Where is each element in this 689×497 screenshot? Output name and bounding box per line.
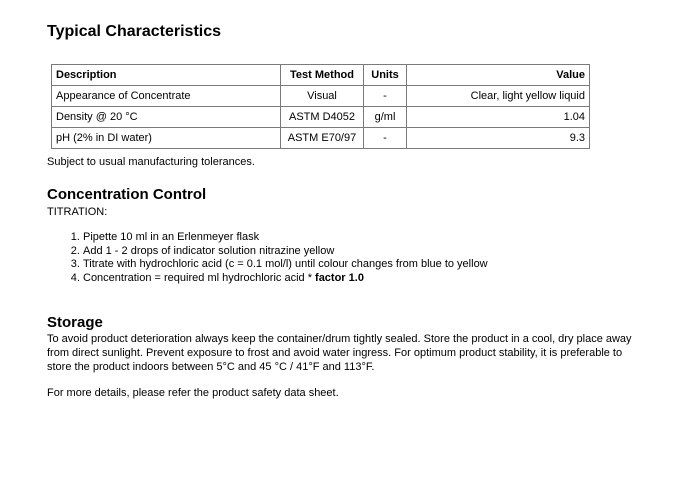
- list-item: 1. Pipette 10 ml in an Erlenmeyer flask: [83, 231, 488, 245]
- storage-text: To avoid product deterioration always keep the container/drum tightly sealed. Store the product in a cool, dry place away from direct sunlight. Prevent exposure to frost and avoid water ingress. For optimum product stability, it is preferable to store the product indoors between 5°C and 45 °C / 41°F and 113°F.: [47, 333, 632, 373]
- typical-characteristics-heading: Typical Characteristics: [47, 23, 222, 40]
- cell-test-method: ASTM E70/97: [281, 128, 364, 149]
- header-description: Description: [52, 65, 281, 86]
- cell-description: Appearance of Concentrate: [52, 86, 281, 107]
- cell-value: 1.04: [407, 107, 590, 128]
- header-units: Units: [364, 65, 407, 86]
- concentration-control-heading: Concentration Control: [47, 186, 207, 203]
- storage-heading: Storage: [47, 314, 103, 331]
- table-row: [52, 107, 590, 128]
- cell-test-method: Visual: [281, 86, 364, 107]
- table-row: [52, 86, 590, 107]
- cell-units: -: [364, 86, 407, 107]
- cell-units: -: [364, 128, 407, 149]
- cell-test-method: ASTM D4052: [281, 107, 364, 128]
- header-test-method: Test Method: [281, 65, 364, 86]
- factor-text: factor 1.0: [315, 271, 364, 284]
- list-item: 2. Add 1 - 2 drops of indicator solution nitrazine yellow: [83, 245, 488, 259]
- step-text: Concentration = required ml hydrochloric acid *: [83, 271, 316, 284]
- list-item: [83, 272, 488, 286]
- cell-units: g/ml: [364, 107, 407, 128]
- titration-steps: [47, 231, 488, 285]
- cell-value: 9.3: [407, 128, 590, 149]
- characteristics-table: [51, 64, 590, 149]
- tolerance-note: Subject to usual manufacturing tolerances.: [47, 156, 255, 168]
- table-row: [52, 128, 590, 149]
- cell-description: pH (2% in DI water): [52, 128, 281, 149]
- cell-description: Density @ 20 °C: [52, 107, 281, 128]
- table-header-row: [52, 65, 590, 86]
- more-details-text: For more details, please refer the product safety data sheet.: [47, 387, 339, 399]
- titration-label: TITRATION:: [47, 206, 108, 218]
- list-item: 3. Titrate with hydrochloric acid (c = 0.1 mol/l) until colour changes from blue to yellow: [83, 258, 488, 272]
- cell-value: Clear, light yellow liquid: [407, 86, 590, 107]
- header-value: Value: [407, 65, 590, 86]
